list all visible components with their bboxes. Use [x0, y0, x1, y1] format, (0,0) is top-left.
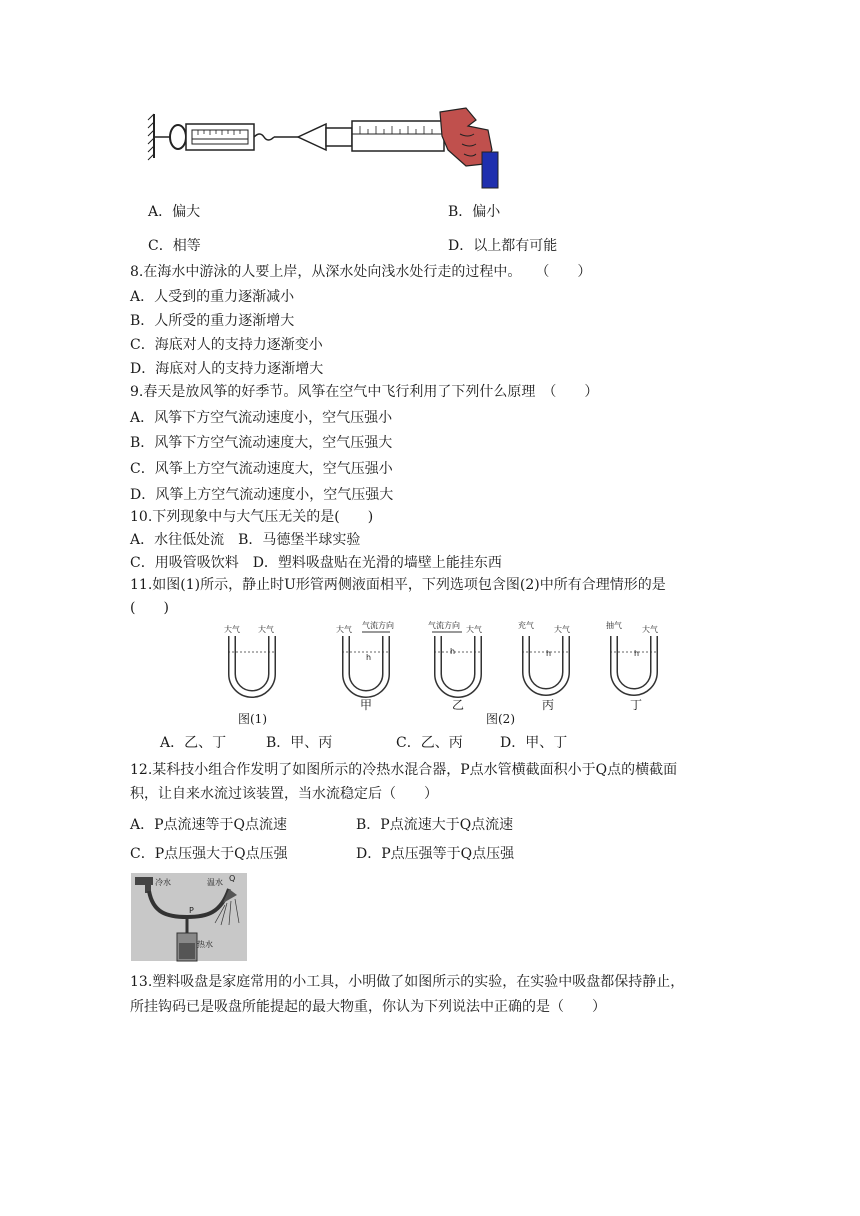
q11-option-d: D．甲、丁 [500, 735, 568, 751]
q12-stem-line2: 积，让自来水流过该装置，当水流稳定后（ ） [130, 786, 438, 802]
q9-option-d: D．风筝上方空气流动速度小，空气压强大 [130, 487, 394, 503]
svg-text:抽气: 抽气 [606, 621, 622, 630]
svg-text:h: h [634, 649, 640, 658]
q7-option-b: B．偏小 [448, 204, 501, 220]
q8-option-a: A．人受到的重力逐渐减小 [130, 289, 295, 305]
yi-label: 乙 [452, 698, 465, 712]
q8-option-d: D．海底对人的支持力逐渐增大 [130, 361, 324, 377]
water-mixer-figure [131, 873, 247, 961]
q7-option-d: D．以上都有可能 [448, 238, 558, 254]
u-tube-yi [428, 622, 488, 698]
q11-option-b: B．甲、丙 [266, 735, 333, 751]
syringe-experiment-figure [148, 106, 503, 188]
fig2-caption: 图(2) [486, 712, 515, 726]
q12-stem-line1: 12.某科技小组合作发明了如图所示的冷热水混合器，P点水管横截面积小于Q点的横截面 [130, 762, 678, 778]
u-tube-figure-1 [222, 622, 282, 698]
svg-text:气流方向: 气流方向 [362, 621, 394, 630]
jia-label: 甲 [360, 698, 373, 712]
q13-stem-line2: 所挂钩码已是吸盘所能提起的最大物重，你认为下列说法中正确的是（ ） [130, 999, 606, 1015]
air-label-right: 大气 [258, 625, 274, 634]
q11-stem-line1: 11.如图(1)所示，静止时U形管两侧液面相平，下列选项包含图(2)中所有合理情形的是 [130, 577, 666, 593]
q9-stem: 9.春天是放风筝的好季节。风筝在空气中飞行利用了下列什么原理 （ ） [130, 384, 599, 400]
q8-option-c: C．海底对人的支持力逐渐变小 [130, 337, 323, 353]
q10-options-cd: C．用吸管吸饮料 D．塑料吸盘贴在光滑的墙壁上能挂东西 [130, 555, 502, 571]
svg-text:P: P [189, 906, 194, 915]
q13-stem-line1: 13.塑料吸盘是家庭常用的小工具，小明做了如图所示的实验，在实验中吸盘都保持静止， [130, 974, 685, 990]
q11-stem-line2: ( ) [130, 600, 169, 616]
svg-text:h: h [546, 649, 552, 658]
q12-option-a: A．P点流速等于Q点流速 [130, 817, 288, 833]
ding-label: 丁 [630, 698, 643, 712]
svg-text:Q: Q [229, 874, 236, 883]
q9-option-c: C．风筝上方空气流动速度大，空气压强小 [130, 461, 393, 477]
q11-option-c: C．乙、丙 [396, 735, 463, 751]
q8-option-b: B．人所受的重力逐渐增大 [130, 313, 295, 329]
q7-option-c: C．相等 [148, 238, 201, 254]
q9-option-a: A．风筝下方空气流动速度小，空气压强小 [130, 410, 393, 426]
u-tube-jia [336, 622, 396, 698]
q9-option-b: B．风筝下方空气流动速度大，空气压强大 [130, 435, 393, 451]
svg-text:大气: 大气 [466, 625, 482, 634]
svg-text:h: h [450, 647, 456, 656]
q10-options-ab: A．水往低处流 B．马德堡半球实验 [130, 532, 361, 548]
svg-text:温水: 温水 [207, 878, 223, 887]
q8-stem: 8.在海水中游泳的人要上岸，从深水处向浅水处行走的过程中。 （ ） [130, 264, 592, 280]
svg-text:气流方向: 气流方向 [428, 621, 460, 630]
air-label-left: 大气 [224, 625, 240, 634]
svg-text:h: h [366, 653, 372, 662]
u-tube-ding [604, 620, 664, 696]
svg-text:大气: 大气 [642, 625, 658, 634]
svg-text:大气: 大气 [336, 625, 352, 634]
fig1-caption: 图(1) [238, 712, 267, 726]
u-tube-bing [516, 620, 576, 696]
svg-text:冷水: 冷水 [155, 878, 171, 887]
bing-label: 丙 [542, 698, 555, 712]
svg-text:大气: 大气 [554, 625, 570, 634]
svg-text:热水: 热水 [197, 940, 213, 949]
q12-option-d: D．P点压强等于Q点压强 [356, 846, 515, 862]
q10-stem: 10.下列现象中与大气压无关的是( ) [130, 509, 374, 525]
q12-option-c: C．P点压强大于Q点压强 [130, 846, 288, 862]
q12-option-b: B．P点流速大于Q点流速 [356, 817, 514, 833]
svg-text:充气: 充气 [518, 621, 534, 630]
q7-option-a: A．偏大 [148, 204, 201, 220]
q11-option-a: A．乙、丁 [160, 735, 227, 751]
